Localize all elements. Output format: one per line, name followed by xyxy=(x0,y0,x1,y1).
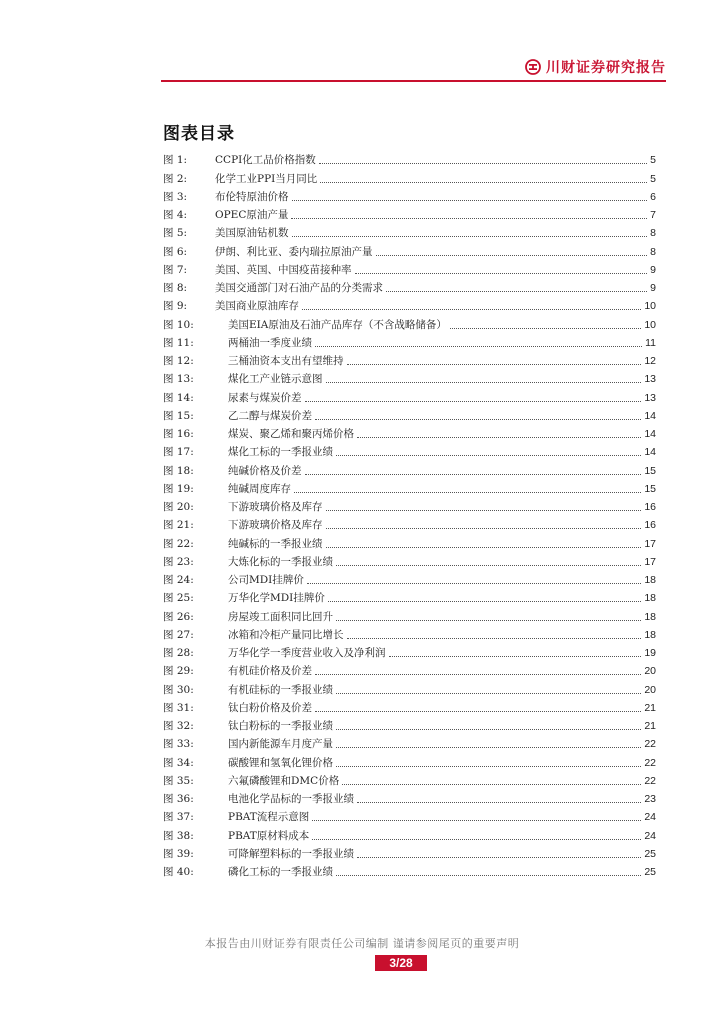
toc-entry-label: 图 10: xyxy=(163,318,194,331)
toc-entry-label: 图 3: xyxy=(163,190,188,203)
toc-leader-dots xyxy=(336,565,641,566)
toc-entry-page: 9 xyxy=(650,282,656,294)
toc-entry-page: 11 xyxy=(645,336,656,349)
toc-entry-label: 图 23: xyxy=(163,555,194,568)
toc-entry-label: 图 7: xyxy=(163,263,188,276)
toc-entry[interactable] xyxy=(163,806,656,824)
toc-entry-page: 8 xyxy=(650,227,656,240)
toc-entry[interactable] xyxy=(163,569,656,587)
toc-entry-label: 图 40: xyxy=(163,866,194,878)
toc-entry-page: 18 xyxy=(644,592,656,605)
toc-entry-label: 图 28: xyxy=(163,647,194,659)
toc-entry-page: 24 xyxy=(644,829,656,842)
toc-leader-dots xyxy=(326,547,642,548)
toc-leader-dots xyxy=(355,273,648,274)
toc-entry-label: 图 37: xyxy=(163,811,194,824)
toc-leader-dots xyxy=(450,328,641,329)
toc-entry-page: 17 xyxy=(644,555,656,568)
toc-leader-dots xyxy=(302,309,641,310)
toc-entry[interactable] xyxy=(163,240,656,258)
chuancai-logo-icon xyxy=(525,59,541,75)
toc-entry-page: 21 xyxy=(644,720,656,732)
toc-entry-title: 伊朗、利比亚、委内瑞拉原油产量 xyxy=(215,245,373,258)
toc-entry-title: 乙二醇与煤炭价差 xyxy=(228,409,312,422)
page-number-badge: 3/28 xyxy=(375,955,427,971)
toc-entry-title: 煤化工产业链示意图 xyxy=(228,373,323,386)
toc-entry-title: 美国交通部门对石油产品的分类需求 xyxy=(215,282,383,294)
toc-entry-page: 22 xyxy=(644,756,656,769)
toc-entry-title: 化学工业PPI当月同比 xyxy=(215,172,318,185)
toc-leader-dots xyxy=(336,766,641,767)
toc-leader-dots xyxy=(336,455,641,456)
toc-leader-dots xyxy=(386,291,647,292)
toc-entry-title: 美国原油钻机数 xyxy=(215,227,289,240)
toc-entry[interactable] xyxy=(163,496,656,514)
toc-entry-label: 图 17: xyxy=(163,446,194,459)
toc-entry[interactable] xyxy=(163,624,656,642)
toc-entry-label: 图 2: xyxy=(163,172,188,185)
toc-entry-page: 25 xyxy=(644,866,656,878)
toc-leader-dots xyxy=(389,656,642,657)
toc-entry-label: 图 21: xyxy=(163,519,194,532)
toc-entry-page: 10 xyxy=(644,300,656,313)
toc-entry-title: 下游玻璃价格及库存 xyxy=(228,519,323,532)
toc-entry-page: 12 xyxy=(644,355,656,367)
toc-entry-label: 图 39: xyxy=(163,847,194,860)
toc-entry-page: 15 xyxy=(644,464,656,477)
toc-entry-title: 煤炭、聚乙烯和聚丙烯价格 xyxy=(228,428,354,440)
toc-leader-dots xyxy=(347,364,642,365)
toc-entry[interactable] xyxy=(163,733,656,751)
toc-leader-dots xyxy=(336,875,641,876)
toc-entry-page: 13 xyxy=(644,391,656,404)
toc-list xyxy=(163,149,656,879)
toc-entry-label: 图 29: xyxy=(163,665,194,678)
toc-leader-dots xyxy=(307,583,641,584)
report-header xyxy=(0,0,724,84)
toc-entry-label: 图 15: xyxy=(163,409,194,422)
toc-entry-page: 20 xyxy=(644,665,656,678)
toc-entry-page: 14 xyxy=(644,446,656,459)
toc-entry-label: 图 33: xyxy=(163,738,194,751)
toc-entry-title: OPEC原油产量 xyxy=(215,209,289,221)
toc-entry-title: 六氟磷酸锂和DMC价格 xyxy=(228,774,340,787)
toc-entry[interactable] xyxy=(163,295,656,313)
toc-leader-dots xyxy=(315,346,642,347)
toc-entry[interactable] xyxy=(163,824,656,842)
toc-entry-title: 公司MDI挂牌价 xyxy=(228,574,304,586)
toc-entry[interactable] xyxy=(163,660,656,678)
toc-entry[interactable] xyxy=(163,441,656,459)
toc-entry[interactable] xyxy=(163,587,656,605)
toc-entry-page: 10 xyxy=(644,318,656,331)
toc-entry-label: 图 5: xyxy=(163,227,188,240)
toc-entry[interactable] xyxy=(163,259,656,277)
toc-entry-title: 美国EIA原油及石油产品库存（不含战略储备） xyxy=(228,318,447,331)
toc-entry[interactable] xyxy=(163,204,656,222)
toc-leader-dots xyxy=(357,802,641,803)
toc-leader-dots xyxy=(326,528,642,529)
toc-entry[interactable] xyxy=(163,770,656,788)
header-divider xyxy=(161,80,666,82)
toc-entry-title: 尿素与煤炭价差 xyxy=(228,391,302,404)
toc-leader-dots xyxy=(305,401,642,402)
toc-leader-dots xyxy=(357,437,641,438)
toc-entry-page: 8 xyxy=(650,245,656,258)
toc-entry-label: 图 12: xyxy=(163,355,194,367)
toc-leader-dots xyxy=(328,601,641,602)
toc-entry-title: 煤化工标的一季报业绩 xyxy=(228,446,333,459)
toc-entry[interactable] xyxy=(163,386,656,404)
toc-entry-page: 25 xyxy=(644,847,656,860)
toc-entry-page: 21 xyxy=(644,701,656,714)
toc-entry-page: 22 xyxy=(644,774,656,787)
toc-entry-label: 图 18: xyxy=(163,464,194,477)
toc-entry-title: 钛白粉标的一季报业绩 xyxy=(228,720,333,732)
toc-entry-label: 图 22: xyxy=(163,537,194,550)
toc-entry[interactable] xyxy=(163,861,656,879)
toc-leader-dots xyxy=(336,729,641,730)
toc-entry-title: 美国、英国、中国疫苗接种率 xyxy=(215,263,352,276)
toc-entry[interactable] xyxy=(163,605,656,623)
toc-entry-page: 18 xyxy=(644,628,656,641)
toc-leader-dots xyxy=(326,510,642,511)
toc-entry[interactable] xyxy=(163,843,656,861)
toc-entry-label: 图 26: xyxy=(163,610,194,623)
toc-leader-dots xyxy=(319,163,647,164)
toc-entry-page: 16 xyxy=(644,501,656,513)
toc-entry-label: 图 35: xyxy=(163,774,194,787)
toc-entry[interactable] xyxy=(163,423,656,441)
toc-entry-page: 15 xyxy=(644,482,656,495)
toc-leader-dots xyxy=(315,711,641,712)
toc-entry-label: 图 14: xyxy=(163,391,194,404)
toc-entry-title: 国内新能源车月度产量 xyxy=(228,738,333,751)
toc-entry-label: 图 11: xyxy=(163,336,194,349)
toc-entry-title: 电池化学品标的一季报业绩 xyxy=(228,793,354,805)
toc-entry-label: 图 25: xyxy=(163,592,194,605)
toc-entry[interactable] xyxy=(163,478,656,496)
toc-entry-page: 22 xyxy=(644,738,656,751)
toc-entry-label: 图 34: xyxy=(163,756,194,769)
toc-leader-dots xyxy=(376,255,648,256)
toc-entry-title: 有机硅价格及价差 xyxy=(228,665,312,678)
toc-entry-page: 13 xyxy=(644,373,656,386)
toc-entry-title: 大炼化标的一季报业绩 xyxy=(228,555,333,568)
toc-entry-page: 20 xyxy=(644,683,656,696)
toc-leader-dots xyxy=(357,857,641,858)
toc-entry-title: 纯碱价格及价差 xyxy=(228,464,302,477)
toc-entry-page: 6 xyxy=(650,190,656,203)
toc-entry-label: 图 20: xyxy=(163,501,194,513)
toc-entry[interactable] xyxy=(163,532,656,550)
toc-entry-label: 图 31: xyxy=(163,701,194,714)
toc-leader-dots xyxy=(292,236,648,237)
toc-entry-label: 图 4: xyxy=(163,209,188,221)
toc-entry-title: 纯碱标的一季报业绩 xyxy=(228,537,323,550)
toc-entry-title: 可降解塑料标的一季报业绩 xyxy=(228,847,354,860)
toc-entry-page: 18 xyxy=(644,610,656,623)
toc-entry-label: 图 9: xyxy=(163,300,188,313)
toc-entry-label: 图 16: xyxy=(163,428,194,440)
toc-entry[interactable] xyxy=(163,405,656,423)
toc-entry-title: 三桶油资本支出有望维持 xyxy=(228,355,344,367)
brand xyxy=(525,57,666,77)
toc-entry-label: 图 30: xyxy=(163,683,194,696)
toc-entry-title: 房屋竣工面积同比回升 xyxy=(228,610,333,623)
toc-entry[interactable] xyxy=(163,350,656,368)
toc-entry-label: 图 6: xyxy=(163,245,188,258)
toc-leader-dots xyxy=(312,820,641,821)
toc-entry-title: 布伦特原油价格 xyxy=(215,190,289,203)
toc-entry-label: 图 32: xyxy=(163,720,194,732)
toc-entry-title: 磷化工标的一季报业绩 xyxy=(228,866,333,878)
toc-entry-label: 图 8: xyxy=(163,282,188,294)
toc-entry-title: 美国商业原油库存 xyxy=(215,300,299,313)
toc-entry-page: 16 xyxy=(644,519,656,532)
toc-leader-dots xyxy=(347,638,642,639)
toc-entry[interactable] xyxy=(163,149,656,167)
toc-entry-title: 碳酸锂和氢氧化锂价格 xyxy=(228,756,333,769)
toc-entry-label: 图 38: xyxy=(163,829,194,842)
toc-entry[interactable] xyxy=(163,642,656,660)
toc-entry-title: 纯碱周度库存 xyxy=(228,482,291,495)
toc-entry-label: 图 19: xyxy=(163,482,194,495)
toc-entry-page: 14 xyxy=(644,409,656,422)
toc-entry[interactable] xyxy=(163,222,656,240)
toc-entry[interactable] xyxy=(163,751,656,769)
footer-disclaimer: 本报告由川财证券有限责任公司编制 谨请参阅尾页的重要声明 xyxy=(204,937,520,950)
toc-entry-title: 钛白粉价格及价差 xyxy=(228,701,312,714)
toc-entry-page: 7 xyxy=(650,209,656,221)
toc-entry[interactable] xyxy=(163,551,656,569)
toc-leader-dots xyxy=(336,620,641,621)
toc-entry-title: PBAT原材料成本 xyxy=(228,829,310,842)
toc-entry[interactable] xyxy=(163,788,656,806)
toc-entry[interactable] xyxy=(163,459,656,477)
toc-title: 图表目录 xyxy=(163,124,235,144)
toc-leader-dots xyxy=(336,693,641,694)
toc-entry-title: 有机硅标的一季报业绩 xyxy=(228,683,333,696)
toc-entry-page: 18 xyxy=(644,574,656,586)
toc-leader-dots xyxy=(315,674,641,675)
toc-leader-dots xyxy=(291,218,647,219)
toc-leader-dots xyxy=(315,419,641,420)
toc-entry[interactable] xyxy=(163,277,656,295)
toc-entry-title: 两桶油一季度业绩 xyxy=(228,336,312,349)
toc-entry-title: 万华化学MDI挂牌价 xyxy=(228,592,325,605)
toc-entry-label: 图 27: xyxy=(163,628,194,641)
toc-entry[interactable] xyxy=(163,697,656,715)
toc-entry-label: 图 13: xyxy=(163,373,194,386)
toc-entry-page: 5 xyxy=(650,172,656,185)
toc-entry-title: PBAT流程示意图 xyxy=(228,811,310,824)
toc-entry-page: 5 xyxy=(650,154,656,167)
toc-entry[interactable] xyxy=(163,514,656,532)
toc-leader-dots xyxy=(320,182,647,183)
toc-entry-page: 17 xyxy=(644,537,656,550)
toc-leader-dots xyxy=(342,784,641,785)
toc-entry[interactable] xyxy=(163,715,656,733)
toc-entry-page: 14 xyxy=(644,428,656,440)
toc-entry-title: 万华化学一季度营业收入及净利润 xyxy=(228,647,386,659)
toc-leader-dots xyxy=(292,200,648,201)
toc-entry-page: 23 xyxy=(644,793,656,805)
brand-name: 川财证券研究报告 xyxy=(546,60,666,76)
toc-leader-dots xyxy=(294,492,641,493)
toc-leader-dots xyxy=(326,382,642,383)
toc-entry[interactable] xyxy=(163,678,656,696)
toc-leader-dots xyxy=(305,474,642,475)
toc-entry-page: 9 xyxy=(650,263,656,276)
toc-entry[interactable] xyxy=(163,186,656,204)
toc-entry-title: 冰箱和冷柜产量同比增长 xyxy=(228,628,344,641)
toc-entry-title: 下游玻璃价格及库存 xyxy=(228,501,323,513)
toc-entry[interactable] xyxy=(163,368,656,386)
toc-leader-dots xyxy=(336,747,641,748)
toc-entry-page: 19 xyxy=(644,647,656,659)
toc-entry-label: 图 36: xyxy=(163,793,194,805)
toc-entry-label: 图 1: xyxy=(163,154,188,167)
toc-entry[interactable] xyxy=(163,167,656,185)
toc-entry-title: CCPI化工品价格指数 xyxy=(215,154,316,167)
toc-leader-dots xyxy=(312,839,641,840)
toc-entry[interactable] xyxy=(163,332,656,350)
toc-entry[interactable] xyxy=(163,313,656,331)
toc-entry-page: 24 xyxy=(644,811,656,824)
toc-entry-label: 图 24: xyxy=(163,574,194,586)
